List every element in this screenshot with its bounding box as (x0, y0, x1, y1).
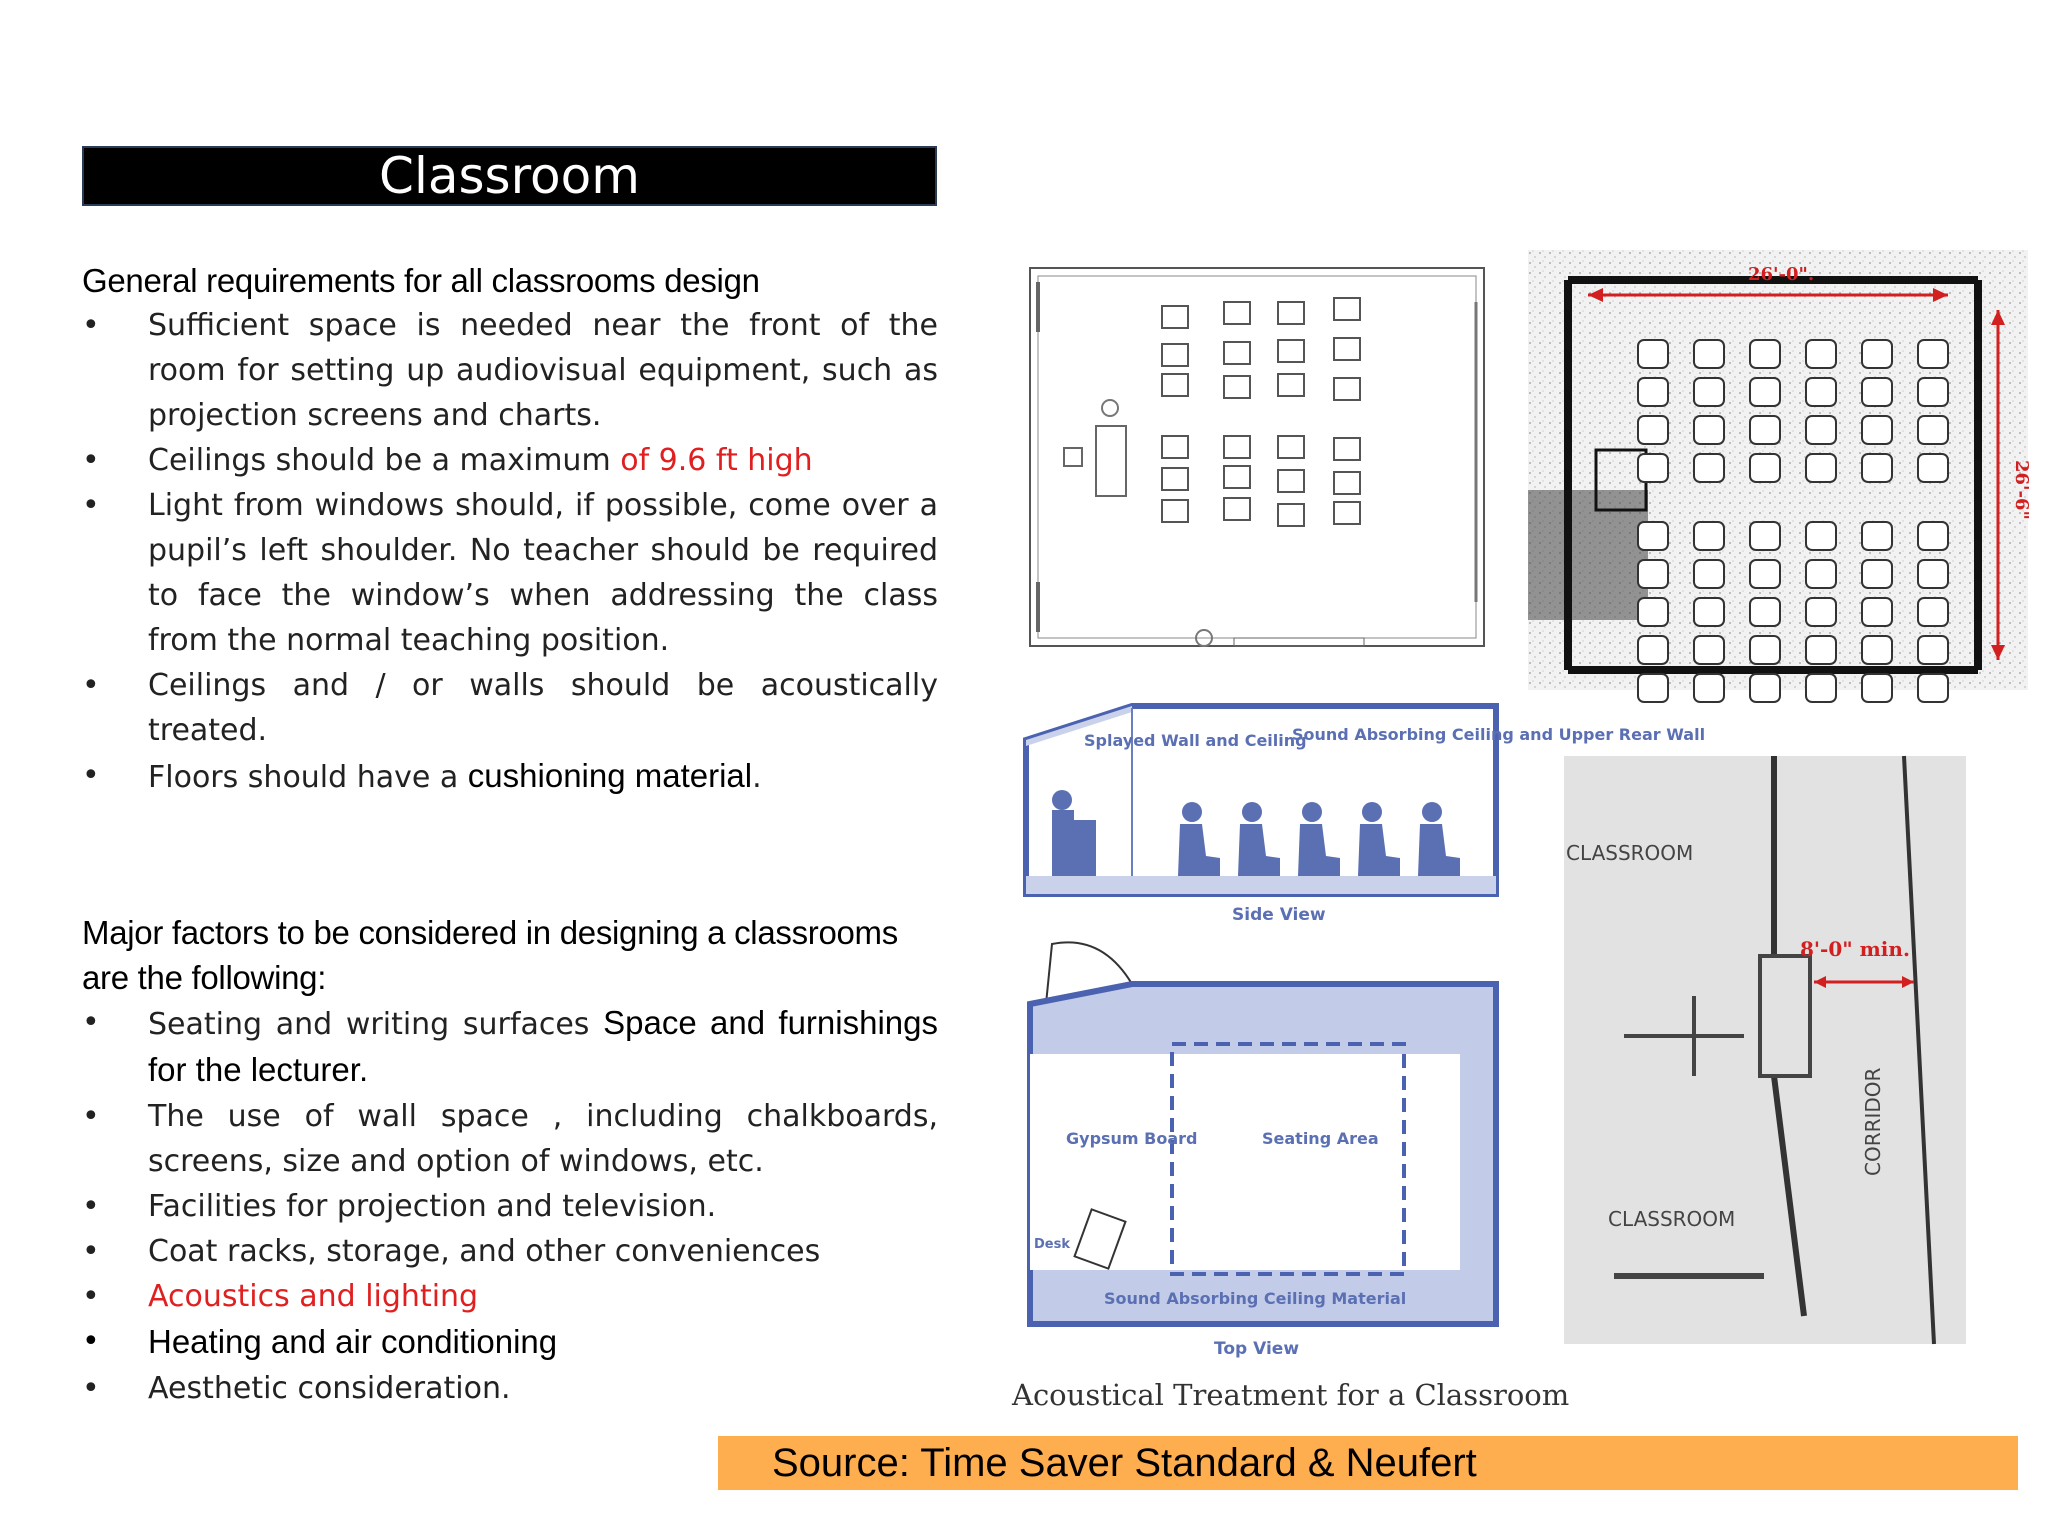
seat-mark (1806, 340, 1836, 368)
seat-mark (1638, 340, 1668, 368)
seat-mark (1918, 378, 1948, 406)
seat-mark (1750, 636, 1780, 664)
seat-mark (1750, 454, 1780, 482)
top-view-diagram (1022, 924, 1502, 1370)
classroom-label-bottom: CLASSROOM (1608, 1207, 1736, 1231)
list-item: • Ceilings should be a maximum of 9.6 ft high (82, 443, 813, 478)
seat-mark (1694, 416, 1724, 444)
side-view-label-2: Sound Absorbing Ceiling and Upper Rear Wall (1292, 725, 1706, 744)
student-head (1422, 802, 1442, 822)
seat-mark (1862, 416, 1892, 444)
seat-mark (1638, 378, 1668, 406)
seat-mark (1806, 454, 1836, 482)
seat-mark (1638, 522, 1668, 550)
seat-mark (1806, 560, 1836, 588)
seat-mark (1638, 636, 1668, 664)
list-item: • Light from windows should, if possible, come over a pupil’s left shoulder. No teacher should be required to face the window’s when addressing the class from the normal teaching position. (82, 488, 938, 658)
seat-mark (1862, 636, 1892, 664)
top-view-seating: Seating Area (1262, 1129, 1379, 1148)
seat-mark (1638, 674, 1668, 702)
section2-list (82, 1000, 938, 1411)
list-item: • Seating and writing surfaces Space and furnishings for the lecturer. (82, 1004, 938, 1088)
student-head (1182, 802, 1202, 822)
seat-mark (1806, 598, 1836, 626)
list-item: • Coat racks, storage, and other conveniences (82, 1234, 821, 1269)
seat-mark (1638, 416, 1668, 444)
list-item: • The use of wall space , including chalkboards, screens, size and option of windows, etc. (82, 1099, 938, 1179)
list-item: • Sufficient space is needed near the front of the room for setting up audiovisual equipment, such as projection screens and charts. (82, 308, 938, 433)
seat-mark (1750, 598, 1780, 626)
seat-mark (1750, 522, 1780, 550)
corridor-plan-drawing (1564, 756, 1966, 1344)
seat-mark (1862, 674, 1892, 702)
side-view-label-1: Splayed Wall and Ceiling (1084, 731, 1307, 750)
seat-mark (1862, 522, 1892, 550)
top-view-ceiling: Sound Absorbing Ceiling Material (1104, 1289, 1407, 1308)
acoustical-caption: Acoustical Treatment for a Classroom (1012, 1378, 1570, 1412)
min-width-dim: 8'-0" min. (1800, 937, 1910, 961)
section1-heading: General requirements for all classrooms design (82, 262, 760, 299)
seat-mark (1694, 598, 1724, 626)
source-text: Source: Time Saver Standard & Neufert (772, 1440, 1477, 1485)
classroom-plan-drawing (1024, 262, 1492, 660)
seat-mark (1694, 340, 1724, 368)
seat-mark (1918, 560, 1948, 588)
source-bar (718, 1436, 2018, 1490)
seat-mark (1918, 674, 1948, 702)
seat-mark (1806, 416, 1836, 444)
seat-mark (1750, 340, 1780, 368)
seat-mark (1862, 560, 1892, 588)
seat-mark (1862, 340, 1892, 368)
section2-heading: Major factors to be considered in designing a classrooms are the following: (82, 914, 898, 996)
seat-mark (1750, 674, 1780, 702)
top-view-caption: Top View (1214, 1339, 1300, 1359)
seat-mark (1694, 522, 1724, 550)
seat-mark (1918, 636, 1948, 664)
student-head (1302, 802, 1322, 822)
seat-mark (1862, 454, 1892, 482)
seat-mark (1918, 522, 1948, 550)
section-major-factors (82, 910, 938, 1411)
seat-mark (1918, 416, 1948, 444)
top-view-gypsum: Gypsum Board (1066, 1129, 1198, 1148)
seat-mark (1806, 636, 1836, 664)
plan-width-dim: 26'-0". (1748, 264, 1815, 285)
page-title: Classroom (379, 147, 640, 205)
seat-mark (1638, 560, 1668, 588)
seat-mark (1638, 454, 1668, 482)
list-item: • Floors should have a cushioning material. (82, 757, 762, 795)
list-item: • Heating and air conditioning (82, 1323, 558, 1360)
student-head (1362, 802, 1382, 822)
seat-mark (1806, 674, 1836, 702)
list-item: • Aesthetic consideration. (82, 1371, 511, 1406)
seat-mark (1806, 522, 1836, 550)
top-view-desk: Desk (1034, 1237, 1070, 1252)
seat-mark (1862, 598, 1892, 626)
classroom-plan-dimensioned (1528, 250, 2032, 690)
seat-mark (1750, 378, 1780, 406)
section1-list (82, 303, 938, 800)
seat-mark (1918, 454, 1948, 482)
title-bar (82, 146, 937, 206)
seat-mark (1694, 636, 1724, 664)
section-general-requirements (82, 258, 938, 800)
corridor-label: CORRIDOR (1861, 1067, 1885, 1176)
plan-depth-dim: 26'-6" (2011, 460, 2032, 520)
seat-mark (1638, 598, 1668, 626)
seat-mark (1694, 674, 1724, 702)
side-view-caption: Side View (1232, 905, 1326, 925)
student-head (1242, 802, 1262, 822)
seat-mark (1694, 560, 1724, 588)
list-item: • Acoustics and lighting (82, 1279, 479, 1314)
classroom-label-top: CLASSROOM (1566, 841, 1694, 865)
seat-mark (1750, 416, 1780, 444)
seat-mark (1806, 378, 1836, 406)
seat-mark (1694, 454, 1724, 482)
seat-mark (1694, 378, 1724, 406)
list-item: • Ceilings and / or walls should be acoustically treated. (82, 668, 938, 748)
seat-mark (1918, 598, 1948, 626)
seat-mark (1750, 560, 1780, 588)
list-item: • Facilities for projection and television. (82, 1189, 717, 1224)
seat-mark (1918, 340, 1948, 368)
seat-mark (1862, 378, 1892, 406)
